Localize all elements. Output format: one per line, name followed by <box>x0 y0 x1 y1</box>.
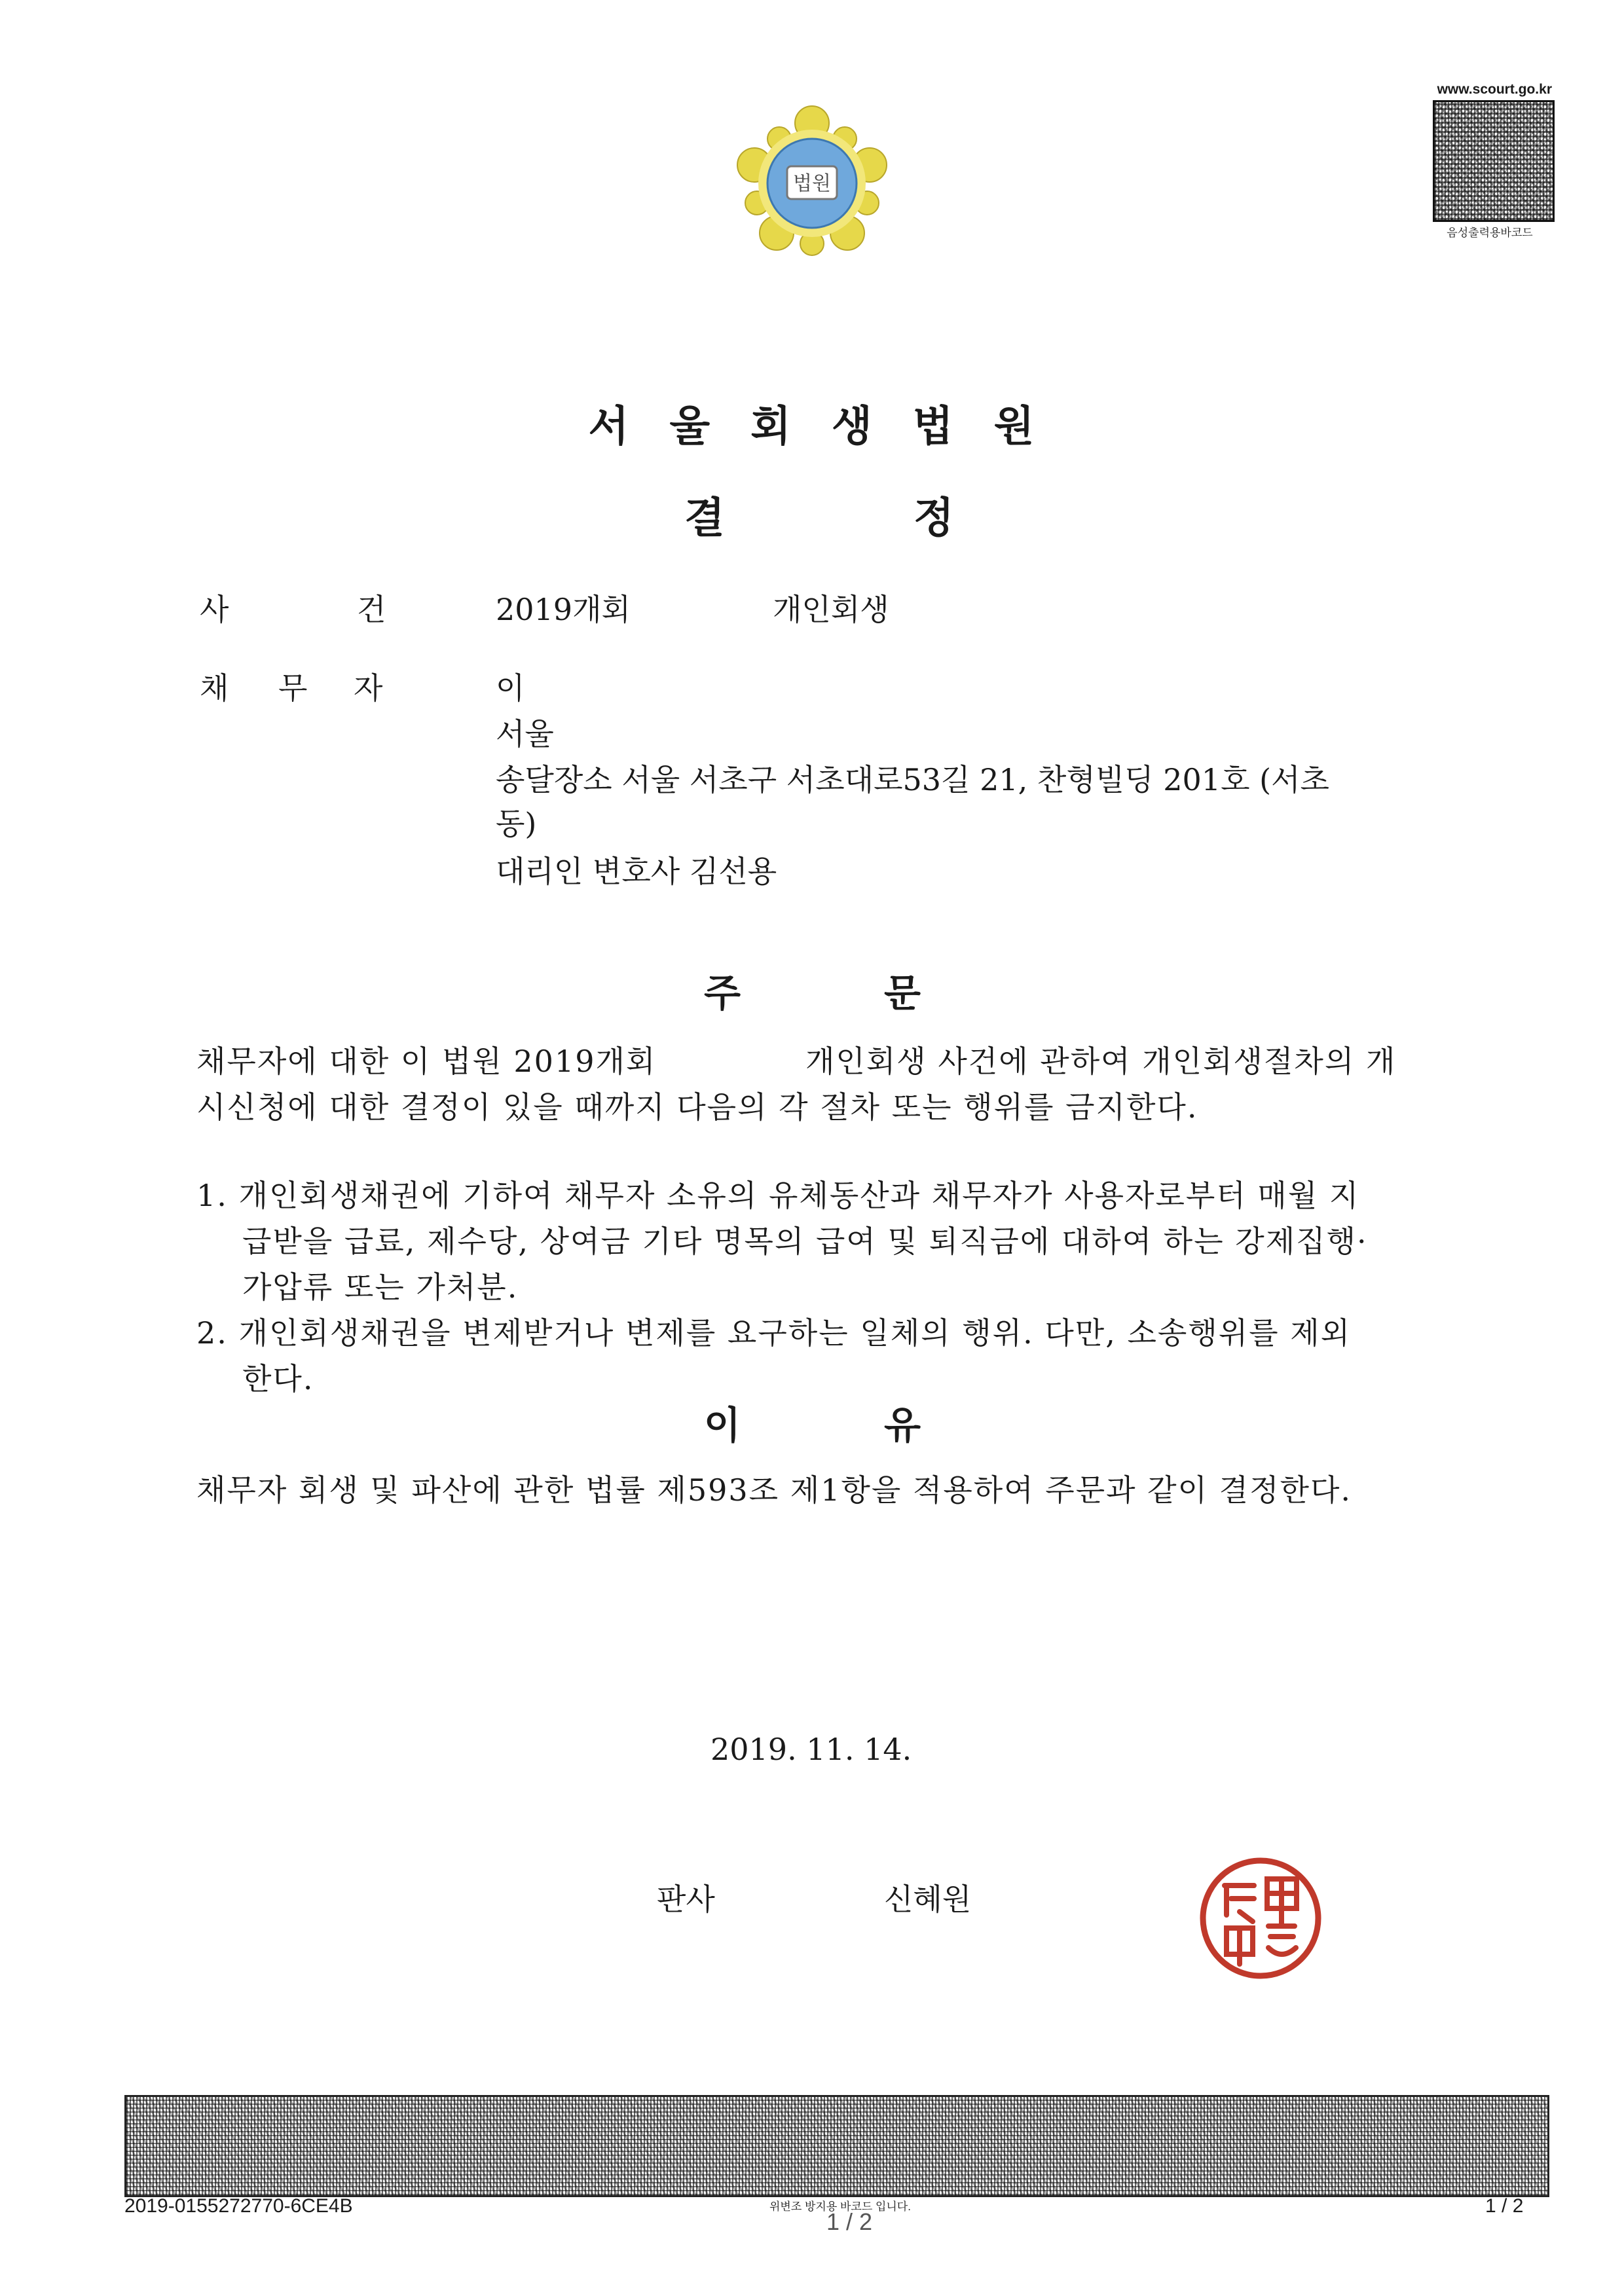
case-label-a: 사 <box>200 592 229 627</box>
delivery-address-line1: 송달장소 서울 서초구 서초대로53길 21, 찬형빌딩 201호 (서초 <box>496 762 1329 797</box>
case-type: 개인회생 <box>773 592 889 627</box>
document-id: 2019-0155272770-6CE4B <box>124 2195 353 2217</box>
debtor-address: 서울 <box>496 716 554 752</box>
court-emblem-logo <box>727 98 897 268</box>
judge-seal-stamp <box>1195 1853 1326 1984</box>
emblem-text: 법원 <box>793 172 831 195</box>
order-para-line1-a: 채무자에 대한 이 법원 2019개회 <box>196 1044 657 1079</box>
case-number: 2019개회 <box>496 592 631 627</box>
delivery-address-line2: 동) <box>496 806 537 841</box>
order-para-line1-b: 개인회생 사건에 관하여 개인회생절차의 개 <box>805 1044 1397 1079</box>
order-item1-line1: 1. 개인회생채권에 기하여 채무자 소유의 유체동산과 채무자가 사용자로부터 매월 지 <box>196 1178 1360 1213</box>
order-item1-line3: 가압류 또는 가처분. <box>242 1269 519 1305</box>
debtor-label-b: 무 <box>278 670 308 706</box>
reason-text: 채무자 회생 및 파산에 관한 법률 제593조 제1항을 적용하여 주문과 같이 결정한다. <box>196 1472 1352 1508</box>
judge-name: 신혜원 <box>884 1882 972 1917</box>
order-heading-b: 문 <box>884 971 921 1015</box>
court-name: 서울회생법원 <box>588 403 1075 451</box>
qr-url: www.scourt.go.kr <box>1437 82 1552 97</box>
doc-title-right: 정 <box>913 494 954 543</box>
debtor-agent: 대리인 변호사 김선용 <box>496 854 777 889</box>
debtor-label-c: 자 <box>354 670 383 706</box>
doc-title-left: 결 <box>684 494 725 543</box>
qr-caption: 음성출력용바코드 <box>1447 227 1533 239</box>
page-number-right: 1 / 2 <box>1485 2195 1524 2217</box>
case-label-b: 건 <box>357 592 386 627</box>
judge-title: 판사 <box>657 1882 715 1917</box>
debtor-name: 이 <box>496 670 525 706</box>
reason-heading-a: 이 <box>704 1403 741 1448</box>
qr-code-image <box>1433 100 1555 222</box>
voice-output-barcode <box>1428 82 1552 240</box>
order-item1-line2: 급받을 급료, 제수당, 상여금 기타 명목의 급여 및 퇴직금에 대하여 하는 강제집행· <box>242 1224 1368 1259</box>
decision-date: 2019. 11. 14. <box>710 1732 912 1767</box>
debtor-label-a: 채 <box>200 670 229 706</box>
order-item2-line2: 한다. <box>242 1361 314 1396</box>
order-heading-a: 주 <box>704 971 741 1015</box>
barcode-caption: 위변조 방지용 바코드 입니다. <box>769 2200 911 2213</box>
order-para-line2: 시신청에 대한 결정이 있을 때까지 다음의 각 절차 또는 행위를 금지한다. <box>196 1089 1198 1125</box>
reason-heading-b: 유 <box>884 1403 921 1448</box>
anti-forgery-barcode <box>124 2095 1549 2197</box>
page-number-center: 1 / 2 <box>826 2208 873 2235</box>
order-item2-line1: 2. 개인회생채권을 변제받거나 변제를 요구하는 일체의 행위. 다만, 소송행위를 제외 <box>196 1315 1352 1351</box>
